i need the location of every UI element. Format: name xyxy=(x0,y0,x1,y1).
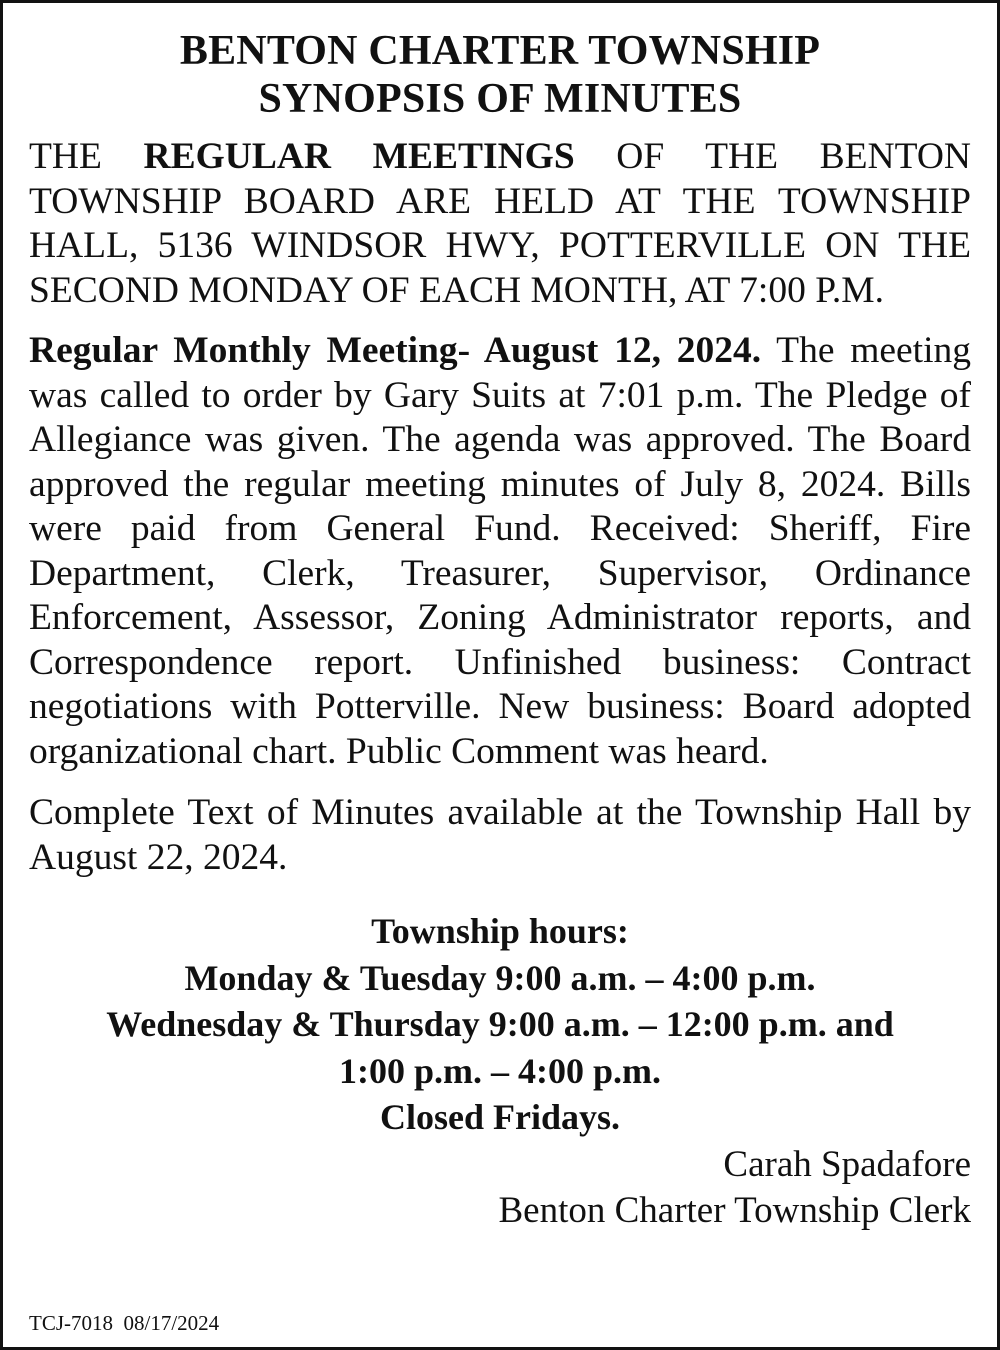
hours-line-3: 1:00 p.m. – 4:00 p.m. xyxy=(339,1050,661,1091)
signer-title: Benton Charter Township Clerk xyxy=(498,1189,971,1231)
minutes-heading: Regular Monthly Meeting- August 12, 2024. xyxy=(29,330,762,371)
minutes-body: The meeting was called to order by Gary Suits at 7:01 p.m. The Pledge of Allegiance was given. The agenda was approved. The Board approved the regular meeting minutes of July 8, 2024. Bills were paid from General Fund. Received: Sheriff, Fire Department, Clerk, Treasurer, Supervisor, Ordinance Enforcement, Assessor, Zoning Administrator reports, and Correspondence report. Unfinished business: Contract negotiations with Potterville. New business: Board adopted organizational chart. Public Comment was heard. xyxy=(29,330,972,772)
title-line-1: BENTON CHARTER TOWNSHIP xyxy=(179,28,821,74)
meetings-notice-lead: THE xyxy=(29,136,144,177)
signature-block xyxy=(29,1142,971,1234)
ad-code: TCJ-7018 08/17/2024 xyxy=(29,1311,220,1335)
hours-line-4: Closed Fridays. xyxy=(379,1097,620,1137)
meetings-notice-paragraph xyxy=(29,135,971,313)
availability-paragraph: Complete Text of Minutes available at the Township Hall by August 22, 2024. xyxy=(29,792,971,878)
meetings-notice-bold: REGULAR MEETINGS xyxy=(143,136,575,177)
meetings-notice-rest: OF THE BENTON TOWNSHIP BOARD ARE HELD AT THE TOWNSHIP HALL, 5136 WINDSOR HWY, POTTERVILLE ON THE SECOND MONDAY OF EACH MONTH, AT 7:00 P.M. xyxy=(29,136,971,311)
hours-line-2: Wednesday & Thursday 9:00 a.m. – 12:00 p.m. and xyxy=(106,1004,894,1044)
hours-line-1: Monday & Tuesday 9:00 a.m. – 4:00 p.m. xyxy=(184,957,816,998)
signer-name: Carah Spadafore xyxy=(723,1143,971,1185)
minutes-paragraph xyxy=(29,329,971,774)
title-line-2: SYNOPSIS OF MINUTES xyxy=(258,76,742,122)
notice-title xyxy=(29,27,971,123)
hours-heading: Township hours: xyxy=(371,911,629,951)
township-hours xyxy=(29,908,971,1141)
